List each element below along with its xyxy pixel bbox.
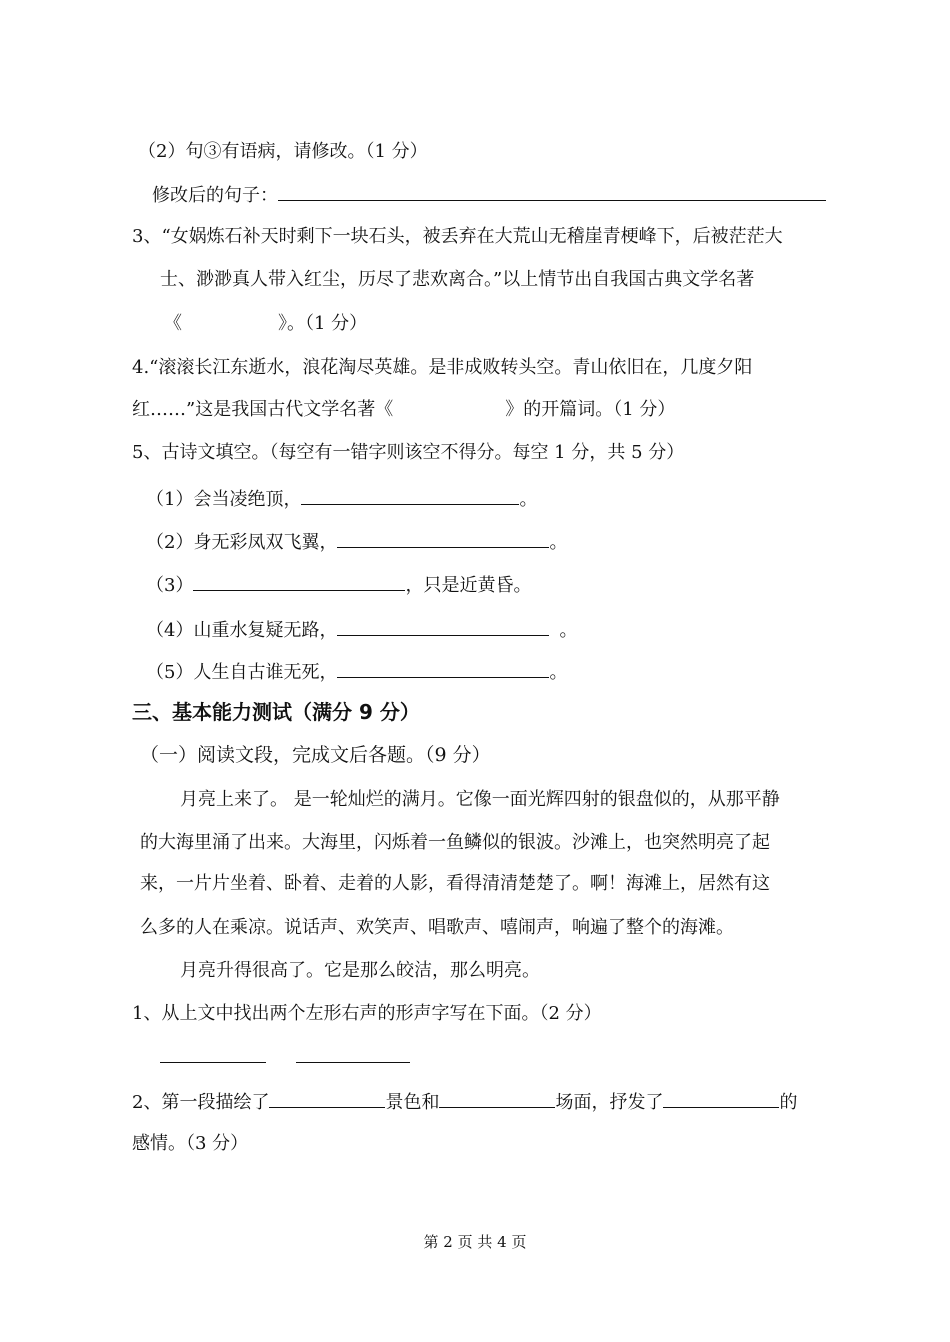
poem-blank[interactable] [337,617,549,636]
question-3-line2: 士、渺渺真人带入红尘，历尽了悲欢离合。”以上情节出自我国古典文学名著 [160,269,755,290]
question-4-line1: 4.“滚滚长江东逝水，浪花淘尽英雄。是非成败转头空。青山依旧在，几度夕阳 [132,357,753,378]
rq2-part1: 2、第一段描绘了 [132,1092,270,1113]
poem-item-after: 。 [559,620,578,641]
reading-question-1-blanks [160,1044,410,1070]
poem-item-after: 。 [549,662,568,683]
answer-blank[interactable] [663,1089,779,1108]
answer-blank[interactable] [439,1089,555,1108]
poem-blank[interactable] [337,659,549,678]
reading-question-1: 1、从上文中找出两个左形右声的形声字写在下面。（2 分） [132,1003,602,1024]
passage-line: 月亮上来了。 是一轮灿烂的满月。它像一面光辉四射的银盘似的，从那平静 [180,789,780,810]
poem-item-after: ，只是近黄昏。 [405,575,532,596]
poem-item [146,486,537,512]
section-3-subheading: （一）阅读文段，完成文后各题。（9 分） [140,744,491,766]
poem-item-before: （5）人生自古谁无死， [146,662,338,683]
book-open-bracket: 《 [164,313,182,334]
question-4-text-end: 》的开篇词。（1 分） [505,399,676,420]
answer-blank[interactable] [160,1044,266,1063]
passage-line: 么多的人在乘凉。说话声、欢笑声、唱歌声、嘻闹声，响遍了整个的海滩。 [140,917,734,938]
passage-line: 的大海里涌了出来。大海里，闪烁着一鱼鳞似的银波。沙滩上，也突然明亮了起 [140,832,770,853]
poem-item-before: （3） [146,575,194,596]
answer-blank[interactable] [269,1089,385,1108]
rq2-part4: 的 [779,1092,798,1113]
passage-line: 来，一片片坐着、卧着、走着的人影，看得清清楚楚了。啊！海滩上，居然有这 [140,873,770,894]
poem-blank[interactable] [301,486,519,505]
question-5-prompt: 5、古诗文填空。（每空有一错字则该空不得分。每空 1 分，共 5 分） [132,442,685,463]
poem-item [146,659,567,685]
book-close-bracket: 》。（1 分） [278,313,368,334]
poem-blank[interactable] [193,572,405,591]
passage-line: 月亮升得很高了。它是那么皎洁，那么明亮。 [180,960,540,981]
poem-item [146,617,577,643]
poem-item-before: （1）会当凌绝顶， [146,489,302,510]
poem-item [146,572,531,598]
page-number: 第 2 页 共 4 页 [423,1233,527,1251]
question-4-text-start: 红……”这是我国古代文学名著《 [132,399,394,420]
poem-item-after: 。 [549,532,568,553]
question-3-answer-row [164,312,367,336]
poem-item-before: （2）身无彩凤双飞翼， [146,532,338,553]
answer-blank[interactable] [296,1044,410,1063]
answer-label: 修改后的句子： [152,185,278,206]
rq2-part3: 场面，抒发了 [555,1092,664,1113]
answer-line-row [152,182,826,208]
answer-blank[interactable] [278,182,826,201]
reading-question-2-line1 [132,1089,797,1115]
poem-item-after: 。 [519,489,538,510]
question-2-2-prompt: （2）句③有语病，请修改。（1 分） [138,141,428,162]
reading-question-2-line2: 感情。（3 分） [132,1133,249,1154]
question-3-line1: 3、“女娲炼石补天时剩下一块石头，被丢弃在大荒山无稽崖青梗峰下，后被茫茫大 [132,226,783,247]
poem-item [146,529,567,555]
question-4-line2 [132,398,675,422]
section-3-heading: 三、基本能力测试（满分 9 分） [132,700,420,724]
rq2-part2: 景色和 [385,1092,440,1113]
poem-blank[interactable] [337,529,549,548]
poem-item-before: （4）山重水复疑无路， [146,620,338,641]
